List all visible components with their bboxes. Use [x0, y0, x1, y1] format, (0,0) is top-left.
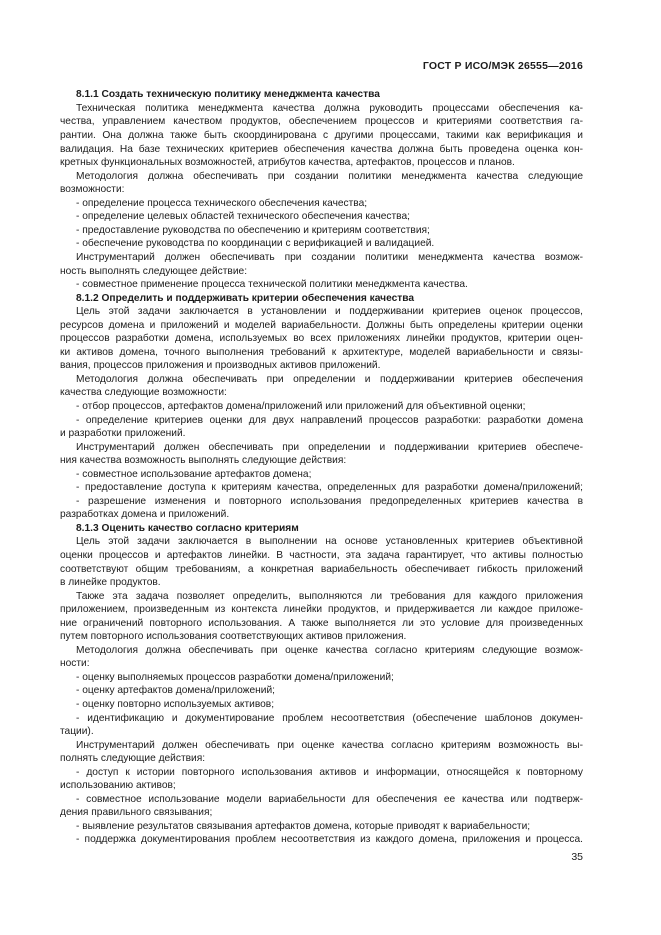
document-body [60, 88, 583, 847]
text-line: ния качества возможность выполнять следующие действия: [60, 455, 347, 467]
text-line: - предоставление руководства по обеспечению и критериям соответствия; [76, 224, 430, 236]
text-line: тации). [60, 726, 94, 738]
text-line: оценки процессов и артефактов линейки. В частности, эта задача гарантирует, что активы полностью [60, 549, 583, 561]
text-line: Также эта задача позволяет определить, выполняются ли требования для каждого приложения [76, 590, 583, 602]
section-heading: 8.1.2 Определить и поддерживать критерии обеспечения качества [76, 292, 415, 304]
text-line: Инструментарий должен обеспечивать при создании политики менеджмента качества возмож- [76, 251, 583, 263]
text-line: ность выполнять следующее действие: [60, 265, 248, 277]
text-line: - предоставление доступа к критериям качества, определенных для разработки домена/приложений; [76, 482, 583, 494]
text-line: - совместное использование модели вариабельности для обеспечения ее качества или подтверж- [76, 793, 583, 805]
text-line: - совместное использование артефактов домена; [76, 468, 312, 480]
text-line: - разрешение изменения и повторного использования предопределенных критериев качества в [76, 495, 583, 507]
text-line: в линейке продуктов. [60, 577, 161, 589]
text-line: кретных функциональных возможностей, атрибутов качества, артефактов, процессов и планов. [60, 157, 515, 169]
document-header: ГОСТ Р ИСО/МЭК 26555—2016 [422, 60, 583, 72]
text-line: чества, управлением качеством продуктов, обеспечением процессов и критериями соответствия га- [60, 116, 583, 128]
text-line: процессов разработки домена, используемых во всех приложениях линейки продуктов, критерии оцен- [60, 333, 583, 345]
text-line: - оценку выполняемых процессов разработки домена/приложений; [76, 671, 394, 683]
text-line: ности: [60, 658, 90, 670]
text-line: Инструментарий должен обеспечивать при определении и поддерживании критериев обеспече- [76, 441, 583, 453]
text-line: Методология должна обеспечивать при оценке качества согласно критериям следующие возмож- [76, 644, 583, 656]
text-line: - идентификацию и документирование проблем несоответствия (обеспечение шаблонов докумен- [76, 712, 583, 724]
text-line: Цель этой задачи заключается в выполнении на основе установленных критериев объективной [76, 536, 583, 548]
text-line: ние ограничений повторного использования. А также выполняется ли это условие для произведенных [60, 617, 583, 629]
section-heading: 8.1.3 Оценить качество согласно критериям [76, 522, 299, 534]
text-line: - совместное применение процесса технической политики менеджмента качества. [76, 279, 468, 291]
text-line: Инструментарий должен обеспечивать при оценке качества согласно критериям возможность вы- [76, 739, 583, 751]
text-line: использованию активов; [60, 780, 176, 792]
page-number: 35 [571, 851, 583, 863]
text-line: и разработки приложений. [60, 428, 186, 440]
text-line: вания, процессов приложения и производных активов приложений. [60, 360, 381, 372]
text-line: - определение целевых областей технического обеспечения качества; [76, 211, 410, 223]
text-line: приложением, произведенным из контекста линейки продуктов, и придерживается ли каждое приложе- [60, 604, 583, 616]
section-heading: 8.1.1 Создать техническую политику менеджмента качества [76, 89, 380, 101]
text-line: Методология должна обеспечивать при создании политики менеджмента качества следующие [76, 170, 583, 182]
text-line: путем повторного использования соответствующих активов приложения. [60, 631, 407, 643]
text-line: качества следующие возможности: [60, 387, 227, 399]
text-line: - определение критериев оценки для двух направлений процессов разработки: разработки домена [76, 414, 583, 426]
text-line: Цель этой задачи заключается в установлении и поддерживании критериев оценок процессов, [76, 306, 583, 318]
text-line: - определение процесса технического обеспечения качества; [76, 197, 368, 209]
text-line: - отбор процессов, артефактов домена/приложений или приложений для объективной оценки; [76, 400, 526, 412]
text-line: - обеспечение руководства по координации с верификацией и валидацией. [76, 238, 435, 250]
text-line: полнять следующие действия: [60, 753, 206, 765]
text-line: - поддержка документирования проблем несоответствия из каждого домена, приложения и процесса. [76, 834, 583, 846]
text-line: - выявление результатов связывания артефактов домена, которые приводят к вариабельности; [76, 820, 531, 832]
text-line: - доступ к истории повторного использования активов и информации, относящейся к повторному [76, 766, 583, 778]
text-line: Методология должна обеспечивать при определении и поддерживании критериев обеспечения [76, 373, 583, 385]
text-line: соответствуют общим требованиям, а конкретная вариабельность обеспечивает гибкость приложений [60, 563, 583, 575]
text-line: ресурсов домена и приложений и моделей вариабельности. Должны быть определены критерии оценки [60, 319, 583, 331]
text-line: - оценку артефактов домена/приложений; [76, 685, 276, 697]
text-line: дения правильного связывания; [60, 807, 213, 819]
text-line: разработках домена и приложений. [60, 509, 230, 521]
text-line: - оценку повторно используемых активов; [76, 699, 275, 710]
text-line: валидация. На базе технических критериев обеспечения качества должна быть проведена оценка кон- [60, 143, 583, 155]
text-line: Техническая политика менеджмента качества должна руководить процессами обеспечения ка- [76, 102, 583, 114]
text-line: ки активов домена, точного выполнения требований к архитектуре, моделей вариабельности и связы- [60, 346, 583, 358]
text-line: рантии. Она должна также быть скоординирована с другими процессами, такими как верификация и [60, 130, 583, 142]
text-line: возможности: [60, 184, 125, 196]
